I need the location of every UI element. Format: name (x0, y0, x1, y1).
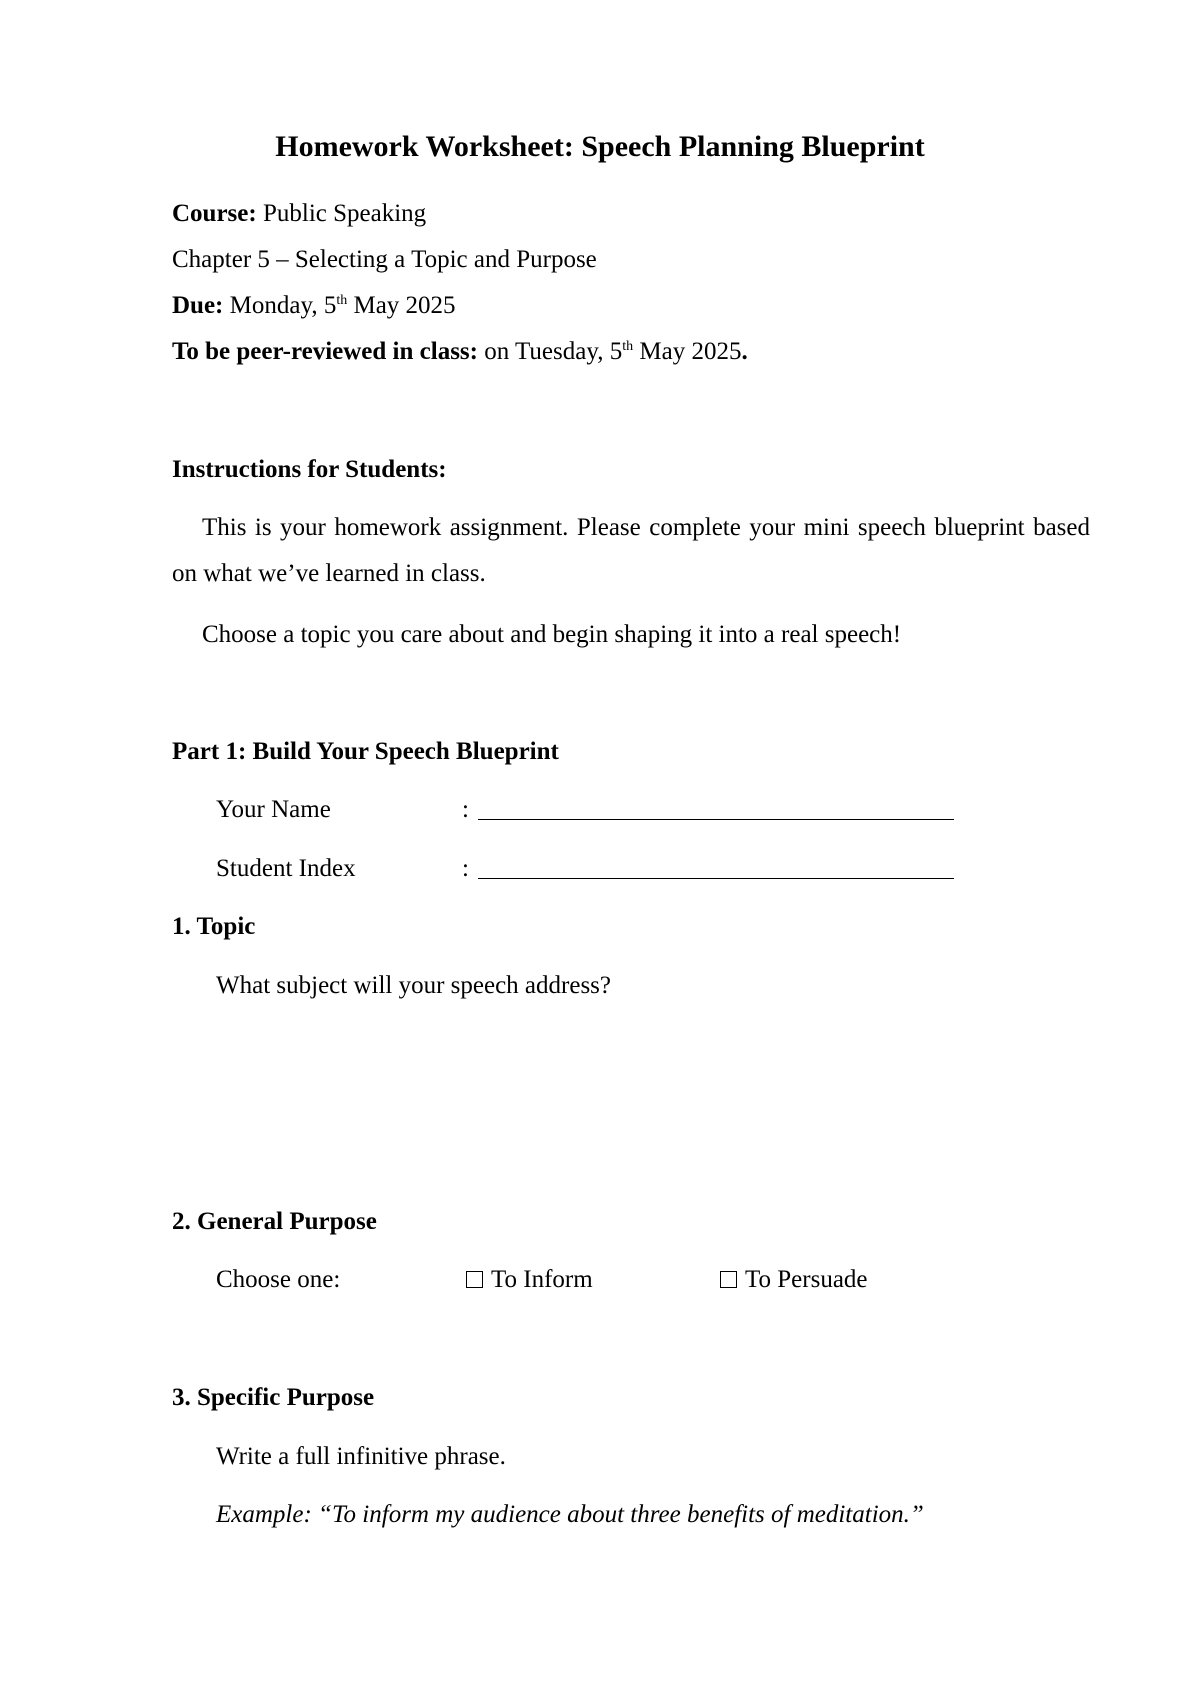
course-line (172, 199, 426, 229)
name-field[interactable] (478, 819, 954, 820)
due-date-post: May 2025 (347, 292, 456, 319)
peer-review-end: . (741, 338, 748, 365)
student-index-field[interactable] (478, 878, 954, 879)
topic-answer-area[interactable] (216, 1010, 1056, 1190)
option-inform[interactable] (466, 1265, 593, 1295)
instructions-heading: Instructions for Students: (172, 456, 447, 483)
index-colon: : (462, 855, 469, 882)
course-value: Public Speaking (256, 200, 427, 227)
topic-prompt: What subject will your speech address? (216, 972, 612, 999)
peer-review-label: To be peer-reviewed in class: (172, 338, 478, 365)
specific-purpose-example: Example: “To inform my audience about three benefits of meditation.” (216, 1501, 924, 1528)
peer-review-sup: th (622, 339, 634, 354)
peer-review-post: May 2025 (633, 338, 742, 365)
instructions-paragraph-1: This is your homework assignment. Please complete your mini speech blueprint based on what we’ve learned in class. (172, 514, 1090, 587)
due-date-pre: Monday, 5 (223, 292, 337, 319)
part1-heading: Part 1: Build Your Speech Blueprint (172, 738, 559, 765)
chapter-line: Chapter 5 – Selecting a Topic and Purpose (172, 246, 597, 273)
course-label: Course: (172, 200, 257, 227)
name-label: Your Name (216, 796, 331, 823)
specific-purpose-prompt: Write a full infinitive phrase. (216, 1443, 506, 1470)
checkbox-persuade[interactable] (720, 1271, 737, 1288)
name-colon: : (462, 796, 469, 823)
due-date-sup: th (336, 293, 348, 308)
option-persuade-label: To Persuade (745, 1266, 868, 1293)
option-persuade[interactable] (720, 1265, 868, 1295)
topic-heading: 1. Topic (172, 913, 256, 940)
index-label: Student Index (216, 855, 356, 882)
due-line (172, 291, 456, 321)
peer-review-pre: on Tuesday, 5 (477, 338, 623, 365)
instructions-paragraph-2: Choose a topic you care about and begin shaping it into a real speech! (202, 621, 902, 648)
specific-purpose-heading: 3. Specific Purpose (172, 1384, 375, 1411)
general-purpose-prompt: Choose one: (216, 1266, 341, 1293)
option-inform-label: To Inform (491, 1266, 593, 1293)
checkbox-inform[interactable] (466, 1271, 483, 1288)
page-title: Homework Worksheet: Speech Planning Blueprint (275, 130, 925, 163)
due-label: Due: (172, 292, 224, 319)
general-purpose-heading: 2. General Purpose (172, 1208, 377, 1235)
peer-review-line (172, 337, 748, 367)
